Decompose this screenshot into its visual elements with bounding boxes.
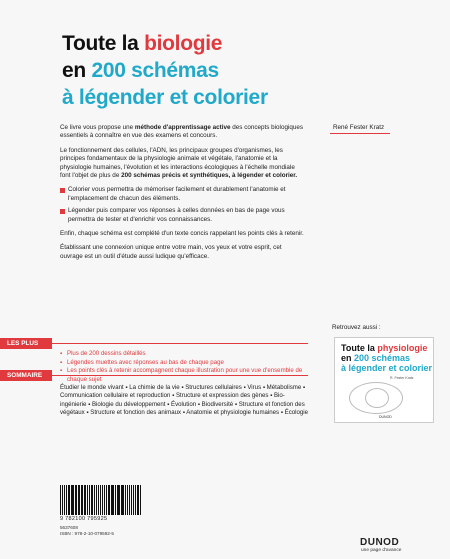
retrouvez-label: Retrouvez aussi : xyxy=(332,324,381,331)
author-divider xyxy=(330,133,390,134)
related-book-title: Toute la physiologie en 200 schémas à légender et colorier xyxy=(341,343,433,373)
intro-paragraph-4: Établissant une connexion unique entre votre main, vos yeux et votre esprit, cet ouvrage est un outil d'étude aussi ludique qu'efficace. xyxy=(60,244,282,260)
barcode-bar xyxy=(137,485,139,515)
barcode-bar xyxy=(66,485,67,515)
publisher-tagline: une page d'avance xyxy=(361,548,402,553)
barcode-bar xyxy=(102,485,103,515)
barcode-bar xyxy=(96,485,97,515)
isbn: ISBN : 978-2-10-079592-5 xyxy=(60,531,114,536)
barcode-bar xyxy=(112,485,113,515)
intro-paragraph-1: Ce livre vous propose une méthode d'apprentissage active des concepts biologiques essentiels à connaître en vue des examens et concours. xyxy=(60,124,304,140)
barcode-bar xyxy=(62,485,63,515)
barcode-bar xyxy=(71,485,72,515)
barcode-bar xyxy=(75,485,76,515)
intro-text xyxy=(60,124,305,261)
publisher-logo: DUNOD xyxy=(360,537,400,548)
author-name: René Fester Kratz xyxy=(333,124,385,131)
barcode-bar xyxy=(84,485,85,515)
barcode-bar xyxy=(91,485,93,515)
barcode-bar xyxy=(106,485,107,515)
barcode-bar xyxy=(72,485,73,515)
les-plus-item: ▪ Les points clés à retenir accompagnent chaque illustration pour une vue d'ensemble de chaque sujet xyxy=(60,367,305,384)
les-plus-item: ▪ Légendes muettes avec réponses au bas de chaque page xyxy=(60,359,305,368)
sommaire-line xyxy=(52,375,308,376)
barcode-bar xyxy=(81,485,83,515)
barcode-bar xyxy=(94,485,95,515)
related-book-illustration-inner xyxy=(365,388,389,408)
barcode-bar xyxy=(118,485,119,515)
title-line1-a: Toute la xyxy=(62,32,145,55)
barcode-bar xyxy=(117,485,118,515)
title-line1-b: biologie xyxy=(144,32,223,55)
sommaire-text: Étudier le monde vivant ▪ La chimie de la vie ▪ Structures cellulaires ▪ Virus ▪ Métabolisme ▪ Communication cellulaire et reproduction ▪ Structure et expression des gènes ▪ Bio-ingénierie ▪ Biologie du développement ▪ Évolution ▪ Biodiversité ▪ Structure et fonction des végétaux ▪ Structure et fonction des animaux ▪ Anatomie et physiologie humaines ▪ Écologie xyxy=(60,384,309,417)
intro-bullet-1: Colorier vous permettra de mémoriser facilement et durablement l'anatomie et l'emplacement de chacun des éléments. xyxy=(60,186,305,203)
barcode-bar xyxy=(85,485,86,515)
les-plus-line xyxy=(52,343,308,344)
barcode-bar xyxy=(122,485,124,515)
barcode-bar xyxy=(140,485,141,515)
barcode-bar xyxy=(129,485,130,515)
barcode-bar xyxy=(60,485,61,515)
intro-paragraph-3: Enfin, chaque schéma est complété d'un texte concis rappelant les points clés à retenir. xyxy=(60,230,304,238)
barcode-bar xyxy=(135,485,136,515)
barcode-bar xyxy=(98,485,99,515)
barcode-bar xyxy=(100,485,101,515)
intro-bullet-2: Légender puis comparer vos réponses à celles données en bas de page vous permettra de tester et d'enrichir vos connaissances. xyxy=(60,207,305,224)
barcode-bar xyxy=(87,485,88,515)
barcode-bar xyxy=(78,485,79,515)
barcode-bar xyxy=(111,485,112,515)
book-code: 5637608 xyxy=(60,525,78,530)
barcode-bar xyxy=(131,485,132,515)
barcode-bar xyxy=(121,485,122,515)
barcode-bar xyxy=(127,485,128,515)
barcode-digits: 9 782100 795925 xyxy=(60,516,108,522)
title-line2-a: en xyxy=(62,59,92,82)
intro-paragraph-2: Le fonctionnement des cellules, l'ADN, les principaux groupes d'organismes, les principes fondamentaux de la physiologie animale et végétale, l'anatomie et la physiologie humaines, l'évolution et les interactions écologiques à l'échelle mondiale font l'objet de plus de 200 schémas précis et synthétiques, à légender et colorier. xyxy=(60,146,298,180)
title-line3: à légender et colorier xyxy=(62,86,268,109)
barcode-bar xyxy=(115,485,116,515)
sommaire-tag: SOMMAIRE xyxy=(0,370,52,381)
barcode xyxy=(60,485,142,515)
barcode-bar xyxy=(104,485,105,515)
les-plus-list xyxy=(60,350,305,384)
related-book-cover xyxy=(334,337,434,423)
title-line2-b: 200 schémas xyxy=(91,59,219,82)
barcode-bar xyxy=(125,485,126,515)
les-plus-tag: LES PLUS xyxy=(0,338,52,349)
les-plus-item: ▪ Plus de 200 dessins détaillés xyxy=(60,350,305,359)
barcode-bar xyxy=(64,485,65,515)
barcode-bar xyxy=(76,485,77,515)
related-book-brand: DUNOD xyxy=(379,415,392,419)
barcode-bar xyxy=(133,485,134,515)
related-book-author: R. Fester Kratz xyxy=(390,376,414,380)
barcode-bar xyxy=(108,485,110,515)
barcode-bar xyxy=(68,485,70,515)
book-title xyxy=(62,30,268,111)
barcode-bar xyxy=(89,485,90,515)
